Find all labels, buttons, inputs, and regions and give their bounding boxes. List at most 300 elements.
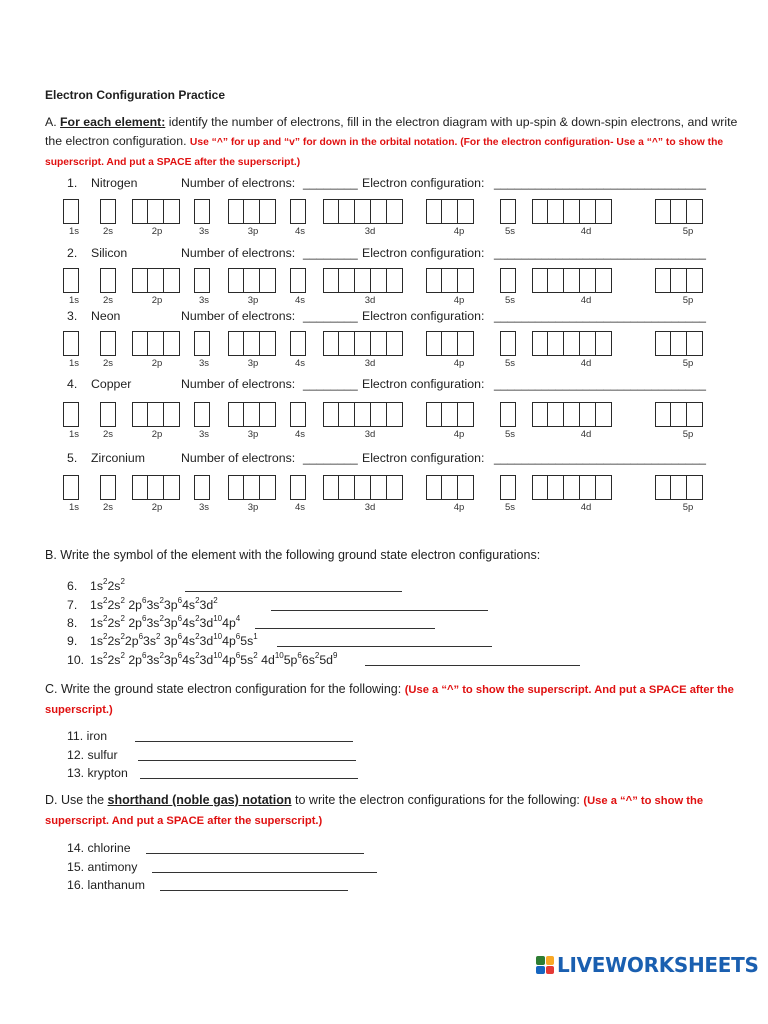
orbital-box[interactable]	[500, 331, 516, 356]
orbital-group-5s	[500, 475, 516, 500]
orbital-box[interactable]	[100, 268, 116, 293]
question-row	[0, 841, 768, 859]
element-row	[0, 451, 768, 471]
orbital-group-1s	[63, 331, 79, 356]
orbital-box[interactable]	[164, 268, 180, 293]
orbital-label: 3s	[198, 358, 210, 369]
orbital-label: 4s	[294, 295, 306, 306]
orbital-group-5p	[655, 199, 703, 224]
orbital-box[interactable]	[671, 199, 687, 224]
answer-blank[interactable]	[152, 860, 377, 873]
orbital-box[interactable]	[244, 268, 260, 293]
orbital-label: 3p	[247, 502, 259, 513]
orbital-box[interactable]	[244, 402, 260, 427]
orbital-box[interactable]	[500, 402, 516, 427]
orbital-box[interactable]	[426, 268, 442, 293]
orbital-box[interactable]	[564, 268, 580, 293]
orbital-group-3s	[194, 331, 210, 356]
orbital-label: 5s	[504, 429, 516, 440]
orbital-box[interactable]	[532, 268, 548, 293]
orbital-label: 2p	[151, 226, 163, 237]
orbital-group-2p	[132, 199, 180, 224]
orbital-box[interactable]	[596, 475, 612, 500]
orbital-box[interactable]	[671, 475, 687, 500]
orbital-group-2s	[100, 402, 116, 427]
worksheet-title: Electron Configuration Practice	[45, 88, 226, 102]
orbital-box[interactable]	[426, 331, 442, 356]
liveworksheets-icon	[536, 956, 554, 974]
orbital-label: 2s	[102, 358, 114, 369]
electron-configuration: $1s^22s^2$ $2p^63s^23p^64s^23d^2$	[90, 595, 218, 612]
orbital-box[interactable]	[63, 268, 79, 293]
orbital-box[interactable]	[355, 475, 371, 500]
orbital-box[interactable]	[580, 268, 596, 293]
electron-configuration: $1s^22s^2$ $2p^63s^23p^64s^23d^{10}4p^65s^2$ $4d^{10}5p^66s^25d^9$	[90, 650, 338, 667]
orbital-box[interactable]	[548, 199, 564, 224]
orbital-box[interactable]	[371, 402, 387, 427]
orbital-box[interactable]	[596, 402, 612, 427]
orbital-box[interactable]	[132, 475, 148, 500]
num-electrons-label: Number of electrons:	[181, 451, 296, 465]
orbital-box[interactable]	[132, 199, 148, 224]
orbital-label: 4d	[580, 358, 592, 369]
orbital-box[interactable]	[228, 268, 244, 293]
orbital-label: 3s	[198, 429, 210, 440]
orbital-group-3s	[194, 475, 210, 500]
answer-blank[interactable]	[135, 729, 353, 742]
answer-blank[interactable]	[365, 653, 580, 666]
question-number: 7.	[67, 598, 78, 612]
orbital-label: 4d	[580, 226, 592, 237]
orbital-box[interactable]	[548, 402, 564, 427]
orbital-box[interactable]	[339, 199, 355, 224]
orbital-box[interactable]	[290, 475, 306, 500]
answer-blank[interactable]	[185, 579, 402, 592]
orbital-label: 3d	[364, 429, 376, 440]
orbital-label: 3p	[247, 358, 259, 369]
orbital-box[interactable]	[371, 331, 387, 356]
element-name: Copper	[91, 377, 132, 391]
orbital-box[interactable]	[194, 475, 210, 500]
orbital-box[interactable]	[63, 199, 79, 224]
orbital-box[interactable]	[687, 475, 703, 500]
orbital-group-3d	[323, 268, 403, 293]
orbital-box[interactable]	[564, 475, 580, 500]
question-row	[0, 748, 768, 766]
orbital-label: 5p	[682, 358, 694, 369]
orbital-box[interactable]	[260, 475, 276, 500]
orbital-label: 4p	[453, 502, 465, 513]
orbital-label: 2s	[102, 429, 114, 440]
orbital-box[interactable]	[260, 331, 276, 356]
orbital-group-2s	[100, 331, 116, 356]
orbital-label: 5s	[504, 295, 516, 306]
question-row	[0, 878, 768, 896]
orbital-group-1s	[63, 268, 79, 293]
electron-configuration: $1s^22s^2$	[90, 576, 125, 593]
config-blank[interactable]: _______________________________	[494, 246, 707, 260]
orbital-box[interactable]	[458, 402, 474, 427]
orbital-box[interactable]	[458, 331, 474, 356]
element-number: 3.	[67, 309, 78, 323]
orbital-label: 2p	[151, 429, 163, 440]
orbital-box[interactable]	[387, 268, 403, 293]
orbital-box[interactable]	[323, 475, 339, 500]
config-label: Electron configuration:	[362, 309, 485, 323]
element-row	[0, 246, 768, 266]
orbital-label: 4d	[580, 429, 592, 440]
orbital-box[interactable]	[228, 199, 244, 224]
orbital-box[interactable]	[339, 402, 355, 427]
orbital-box[interactable]	[500, 199, 516, 224]
orbital-group-4s	[290, 199, 306, 224]
orbital-box[interactable]	[387, 475, 403, 500]
orbital-label: 3d	[364, 226, 376, 237]
orbital-box[interactable]	[148, 199, 164, 224]
num-electrons-blank[interactable]: ________	[303, 377, 358, 391]
orbital-box[interactable]	[323, 199, 339, 224]
liveworksheets-text: LIVEWORKSHEETS	[557, 953, 759, 977]
orbital-label: 3d	[364, 358, 376, 369]
config-blank[interactable]: _______________________________	[494, 176, 707, 190]
orbital-box[interactable]	[532, 331, 548, 356]
config-label: Electron configuration:	[362, 246, 485, 260]
liveworksheets-logo	[536, 952, 759, 978]
orbital-box[interactable]	[564, 331, 580, 356]
question-row	[0, 729, 768, 747]
num-electrons-blank[interactable]: ________	[303, 309, 358, 323]
orbital-group-4s	[290, 331, 306, 356]
element-prompt: 16. lanthanum	[67, 878, 145, 892]
orbital-box[interactable]	[148, 475, 164, 500]
orbital-box[interactable]	[244, 475, 260, 500]
orbital-diagram	[0, 475, 768, 515]
orbital-label: 1s	[68, 502, 80, 513]
element-number: 4.	[67, 377, 78, 391]
orbital-box[interactable]	[132, 268, 148, 293]
orbital-box[interactable]	[100, 331, 116, 356]
orbital-label: 5s	[504, 226, 516, 237]
answer-blank[interactable]	[255, 616, 435, 629]
orbital-box[interactable]	[580, 331, 596, 356]
orbital-box[interactable]	[194, 402, 210, 427]
orbital-box[interactable]	[596, 268, 612, 293]
orbital-box[interactable]	[323, 268, 339, 293]
orbital-group-2p	[132, 331, 180, 356]
orbital-box[interactable]	[687, 331, 703, 356]
orbital-box[interactable]	[564, 402, 580, 427]
orbital-box[interactable]	[442, 199, 458, 224]
orbital-box[interactable]	[458, 199, 474, 224]
orbital-box[interactable]	[655, 331, 671, 356]
orbital-label: 4p	[453, 295, 465, 306]
orbital-box[interactable]	[655, 475, 671, 500]
orbital-box[interactable]	[339, 475, 355, 500]
orbital-box[interactable]	[687, 199, 703, 224]
orbital-box[interactable]	[500, 475, 516, 500]
orbital-label: 1s	[68, 429, 80, 440]
orbital-box[interactable]	[100, 199, 116, 224]
answer-blank[interactable]	[140, 766, 358, 779]
question-row	[0, 766, 768, 784]
orbital-group-3s	[194, 199, 210, 224]
orbital-group-3d	[323, 199, 403, 224]
orbital-label: 5p	[682, 429, 694, 440]
orbital-box[interactable]	[548, 268, 564, 293]
element-prompt: 12. sulfur	[67, 748, 118, 762]
element-name: Silicon	[91, 246, 128, 260]
orbital-box[interactable]	[442, 331, 458, 356]
orbital-group-5s	[500, 199, 516, 224]
orbital-box[interactable]	[387, 402, 403, 427]
orbital-group-5p	[655, 475, 703, 500]
orbital-box[interactable]	[355, 331, 371, 356]
num-electrons-blank[interactable]: ________	[303, 246, 358, 260]
orbital-group-3d	[323, 475, 403, 500]
config-label: Electron configuration:	[362, 451, 485, 465]
orbital-box[interactable]	[687, 402, 703, 427]
orbital-box[interactable]	[228, 475, 244, 500]
num-electrons-blank[interactable]: ________	[303, 451, 358, 465]
orbital-box[interactable]	[655, 199, 671, 224]
orbital-box[interactable]	[164, 402, 180, 427]
orbital-group-4s	[290, 268, 306, 293]
answer-blank[interactable]	[138, 748, 356, 761]
orbital-box[interactable]	[596, 331, 612, 356]
orbital-box[interactable]	[426, 402, 442, 427]
orbital-group-3p	[228, 475, 276, 500]
orbital-box[interactable]	[194, 331, 210, 356]
config-blank[interactable]: _______________________________	[494, 309, 707, 323]
orbital-label: 5p	[682, 295, 694, 306]
orbital-group-5p	[655, 402, 703, 427]
orbital-box[interactable]	[387, 331, 403, 356]
orbital-box[interactable]	[339, 331, 355, 356]
orbital-label: 1s	[68, 226, 80, 237]
orbital-group-4s	[290, 475, 306, 500]
orbital-box[interactable]	[580, 199, 596, 224]
orbital-label: 3s	[198, 295, 210, 306]
num-electrons-label: Number of electrons:	[181, 246, 296, 260]
orbital-box[interactable]	[355, 402, 371, 427]
orbital-box[interactable]	[442, 268, 458, 293]
orbital-label: 5s	[504, 502, 516, 513]
orbital-group-4p	[426, 331, 474, 356]
orbital-box[interactable]	[596, 199, 612, 224]
orbital-box[interactable]	[132, 402, 148, 427]
num-electrons-label: Number of electrons:	[181, 176, 296, 190]
orbital-box[interactable]	[458, 475, 474, 500]
orbital-box[interactable]	[339, 268, 355, 293]
orbital-group-3p	[228, 402, 276, 427]
orbital-box[interactable]	[290, 402, 306, 427]
orbital-label: 3d	[364, 295, 376, 306]
orbital-box[interactable]	[671, 268, 687, 293]
orbital-label: 3s	[198, 502, 210, 513]
orbital-box[interactable]	[426, 199, 442, 224]
orbital-box[interactable]	[244, 199, 260, 224]
orbital-box[interactable]	[164, 199, 180, 224]
section-d-red-instruction: (Use a “^” to show the superscript. And put a SPACE after the superscript.)	[45, 795, 704, 827]
orbital-label: 2s	[102, 226, 114, 237]
orbital-label: 5p	[682, 226, 694, 237]
section-b-heading: B. Write the symbol of the element with the following ground state electron configurations:	[45, 548, 541, 562]
orbital-box[interactable]	[532, 402, 548, 427]
section-a-instructions	[45, 113, 745, 172]
orbital-diagram	[0, 199, 768, 239]
orbital-box[interactable]	[671, 402, 687, 427]
orbital-label: 3p	[247, 226, 259, 237]
orbital-box[interactable]	[63, 402, 79, 427]
orbital-group-3s	[194, 402, 210, 427]
orbital-group-2s	[100, 475, 116, 500]
orbital-box[interactable]	[260, 268, 276, 293]
orbital-box[interactable]	[148, 268, 164, 293]
orbital-label: 4p	[453, 358, 465, 369]
orbital-box[interactable]	[655, 268, 671, 293]
orbital-box[interactable]	[532, 475, 548, 500]
orbital-box[interactable]	[548, 331, 564, 356]
orbital-label: 4p	[453, 429, 465, 440]
orbital-box[interactable]	[148, 331, 164, 356]
config-blank[interactable]: _______________________________	[494, 451, 707, 465]
section-d-prefix: D. Use the	[45, 793, 108, 807]
answer-blank[interactable]	[277, 634, 492, 647]
orbital-label: 4s	[294, 358, 306, 369]
element-prompt: 13. krypton	[67, 766, 128, 780]
orbital-box[interactable]	[532, 199, 548, 224]
section-c-red-instruction: (Use a “^” to show the superscript. And put a SPACE after the superscript.)	[45, 684, 734, 716]
orbital-box[interactable]	[132, 331, 148, 356]
section-c-instructions	[45, 680, 745, 720]
orbital-box[interactable]	[63, 331, 79, 356]
section-a-prefix: A.	[45, 115, 61, 129]
orbital-box[interactable]	[355, 199, 371, 224]
element-prompt: 11. iron	[67, 729, 108, 743]
answer-blank[interactable]	[146, 841, 364, 854]
question-number: 10.	[67, 653, 85, 667]
orbital-group-3s	[194, 268, 210, 293]
orbital-box[interactable]	[371, 199, 387, 224]
element-number: 1.	[67, 176, 78, 190]
orbital-box[interactable]	[260, 402, 276, 427]
orbital-diagram	[0, 331, 768, 371]
question-number: 9.	[67, 634, 78, 648]
orbital-box[interactable]	[228, 402, 244, 427]
section-c-text: C. Write the ground state electron configuration for the following:	[45, 682, 405, 696]
orbital-box[interactable]	[580, 402, 596, 427]
orbital-group-4s	[290, 402, 306, 427]
orbital-group-5p	[655, 268, 703, 293]
element-number: 5.	[67, 451, 78, 465]
electron-configuration: $1s^22s^22p^63s^2$ $3p^64s^23d^{10}4p^65s^1$	[90, 631, 258, 648]
orbital-box[interactable]	[290, 268, 306, 293]
answer-blank[interactable]	[160, 878, 348, 891]
config-label: Electron configuration:	[362, 377, 485, 391]
orbital-box[interactable]	[355, 268, 371, 293]
orbital-label: 1s	[68, 358, 80, 369]
orbital-box[interactable]	[426, 475, 442, 500]
orbital-label: 4p	[453, 226, 465, 237]
orbital-group-5s	[500, 402, 516, 427]
question-row	[0, 631, 768, 652]
orbital-box[interactable]	[244, 331, 260, 356]
orbital-box[interactable]	[228, 331, 244, 356]
orbital-group-2p	[132, 402, 180, 427]
orbital-label: 4d	[580, 502, 592, 513]
orbital-box[interactable]	[194, 268, 210, 293]
orbital-box[interactable]	[442, 402, 458, 427]
orbital-label: 4s	[294, 226, 306, 237]
orbital-group-3p	[228, 199, 276, 224]
question-row	[0, 576, 768, 597]
orbital-group-4d	[532, 268, 612, 293]
orbital-group-2p	[132, 475, 180, 500]
orbital-box[interactable]	[164, 475, 180, 500]
orbital-box[interactable]	[442, 475, 458, 500]
section-d-lead: shorthand (noble gas) notation	[107, 793, 292, 807]
element-name: Nitrogen	[91, 176, 138, 190]
orbital-box[interactable]	[260, 199, 276, 224]
orbital-label: 2s	[102, 502, 114, 513]
orbital-label: 1s	[68, 295, 80, 306]
question-row	[0, 595, 768, 616]
orbital-label: 4s	[294, 429, 306, 440]
orbital-box[interactable]	[290, 331, 306, 356]
orbital-box[interactable]	[100, 475, 116, 500]
section-d-instructions	[45, 791, 755, 831]
section-a-lead: For each element:	[60, 115, 166, 129]
question-number: 6.	[67, 579, 78, 593]
orbital-box[interactable]	[194, 199, 210, 224]
orbital-box[interactable]	[580, 475, 596, 500]
orbital-group-5p	[655, 331, 703, 356]
config-blank[interactable]: _______________________________	[494, 377, 707, 391]
orbital-box[interactable]	[387, 199, 403, 224]
num-electrons-blank[interactable]: ________	[303, 176, 358, 190]
orbital-box[interactable]	[164, 331, 180, 356]
question-row	[0, 650, 768, 671]
question-number: 8.	[67, 616, 78, 630]
question-row	[0, 860, 768, 878]
orbital-box[interactable]	[148, 402, 164, 427]
orbital-box[interactable]	[687, 268, 703, 293]
orbital-box[interactable]	[323, 331, 339, 356]
element-name: Zirconium	[91, 451, 145, 465]
orbital-label: 3p	[247, 429, 259, 440]
orbital-box[interactable]	[655, 402, 671, 427]
orbital-group-4d	[532, 402, 612, 427]
orbital-box[interactable]	[100, 402, 116, 427]
orbital-box[interactable]	[63, 475, 79, 500]
section-a-text: identify the number of electrons, fill in the electron diagram with up-spin & down-spin electrons, and write the electron configuration.	[45, 115, 738, 148]
orbital-box[interactable]	[564, 199, 580, 224]
orbital-box[interactable]	[290, 199, 306, 224]
orbital-group-4p	[426, 199, 474, 224]
answer-blank[interactable]	[271, 598, 488, 611]
orbital-box[interactable]	[548, 475, 564, 500]
element-row	[0, 176, 768, 196]
orbital-group-4d	[532, 199, 612, 224]
orbital-label: 2p	[151, 358, 163, 369]
section-a-red-instruction: Use “^” for up and “v” for down in the orbital notation. (For the electron configuration- Use a “^” to show the superscript. And put a SPACE after the superscript.)	[45, 137, 724, 168]
orbital-box[interactable]	[371, 268, 387, 293]
orbital-box[interactable]	[323, 402, 339, 427]
orbital-box[interactable]	[371, 475, 387, 500]
orbital-box[interactable]	[458, 268, 474, 293]
orbital-box[interactable]	[671, 331, 687, 356]
orbital-box[interactable]	[500, 268, 516, 293]
